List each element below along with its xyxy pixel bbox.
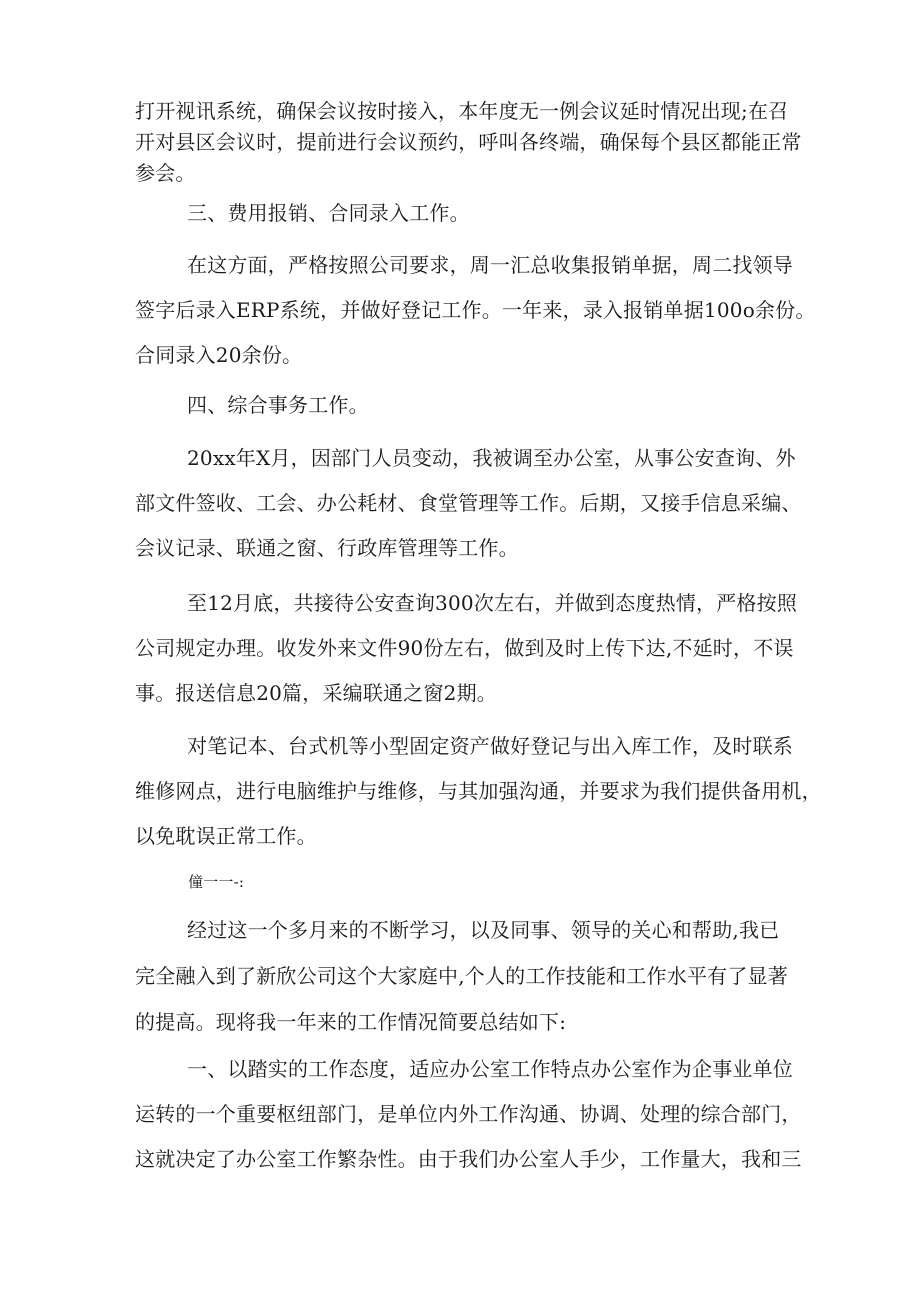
paragraph-work-attitude bbox=[135, 1047, 802, 1182]
text-line: 以免耽误正常工作。 bbox=[135, 824, 317, 848]
paragraph-year-end-stats bbox=[135, 581, 798, 716]
text-line: 在这方面，严格按照公司要求，周一汇总收集报销单据，周二找领导 bbox=[187, 253, 793, 277]
text-line: 这就决定了办公室工作繁杂性。由于我们办公室人手少，工作量大，我和三 bbox=[135, 1147, 802, 1171]
separator-text: 僮一一-: bbox=[188, 873, 245, 891]
text-line: 公司规定办理。收发外来文件90份左右，做到及时上传下达,不延时，不误 bbox=[135, 636, 794, 660]
paragraph-expense-contract bbox=[135, 243, 816, 378]
text-line: 经过这一个多月来的不断学习，以及同事、领导的关心和帮助,我已 bbox=[187, 918, 780, 942]
paragraph-intro-summary bbox=[135, 907, 795, 1045]
text-line: 的提高。现将我一年来的工作情况简要总结如下: bbox=[135, 1010, 567, 1034]
text-line: 部文件签收、工会、办公耗材、食堂管理等工作。后期，又接手信息采编、 bbox=[135, 491, 802, 515]
section-heading-expense bbox=[135, 197, 795, 229]
text-line: 签字后录入ERP系统，并做好登记工作。一年来，录入报销单据100o余份。 bbox=[135, 298, 816, 322]
heading-text: 四、综合事务工作。 bbox=[187, 393, 369, 417]
heading-text: 三、费用报销、合同录入工作。 bbox=[187, 201, 470, 225]
text-line: 运转的一个重要枢纽部门，是单位内外工作沟通、协调、处理的综合部门， bbox=[135, 1102, 802, 1126]
text-line: 完全融入到了新欣公司这个大家庭中,个人的工作技能和工作水平有了显著 bbox=[135, 964, 788, 988]
text-line: 维修网点，进行电脑维护与维修，与其加强沟通，并要求为我们提供备用机， bbox=[135, 779, 822, 803]
paragraph-video-conference bbox=[135, 96, 802, 189]
paragraph-fixed-assets bbox=[135, 724, 822, 859]
text-line: 对笔记本、台式机等小型固定资产做好登记与出入库工作，及时联系 bbox=[187, 734, 793, 758]
paragraph-transfer bbox=[135, 436, 802, 571]
text-line: 打开视讯系统，确保会议按时接入，本年度无一例会议延时情况出现;在召 bbox=[135, 99, 789, 123]
text-line: 20xx年X月，因部门人员变动，我被调至办公室，从事公安查询、外 bbox=[187, 446, 796, 470]
text-line: 合同录入20余份。 bbox=[135, 343, 303, 367]
section-heading-general-affairs bbox=[135, 389, 795, 421]
text-line: 参会。 bbox=[135, 161, 196, 185]
section-separator bbox=[188, 872, 848, 892]
text-line: 至12月底，共接待公安查询300次左右，并做到态度热情，严格按照 bbox=[187, 591, 798, 615]
text-line: 事。报送信息20篇，采编联通之窗2期。 bbox=[135, 681, 497, 705]
text-line: 一、以踏实的工作态度，适应办公室工作特点办公室作为企事业单位 bbox=[187, 1057, 793, 1081]
text-line: 开对县区会议时，提前进行会议预约，呼叫各终端，确保每个县区都能正常 bbox=[135, 130, 802, 154]
text-line: 会议记录、联通之窗、行政库管理等工作。 bbox=[135, 536, 519, 560]
